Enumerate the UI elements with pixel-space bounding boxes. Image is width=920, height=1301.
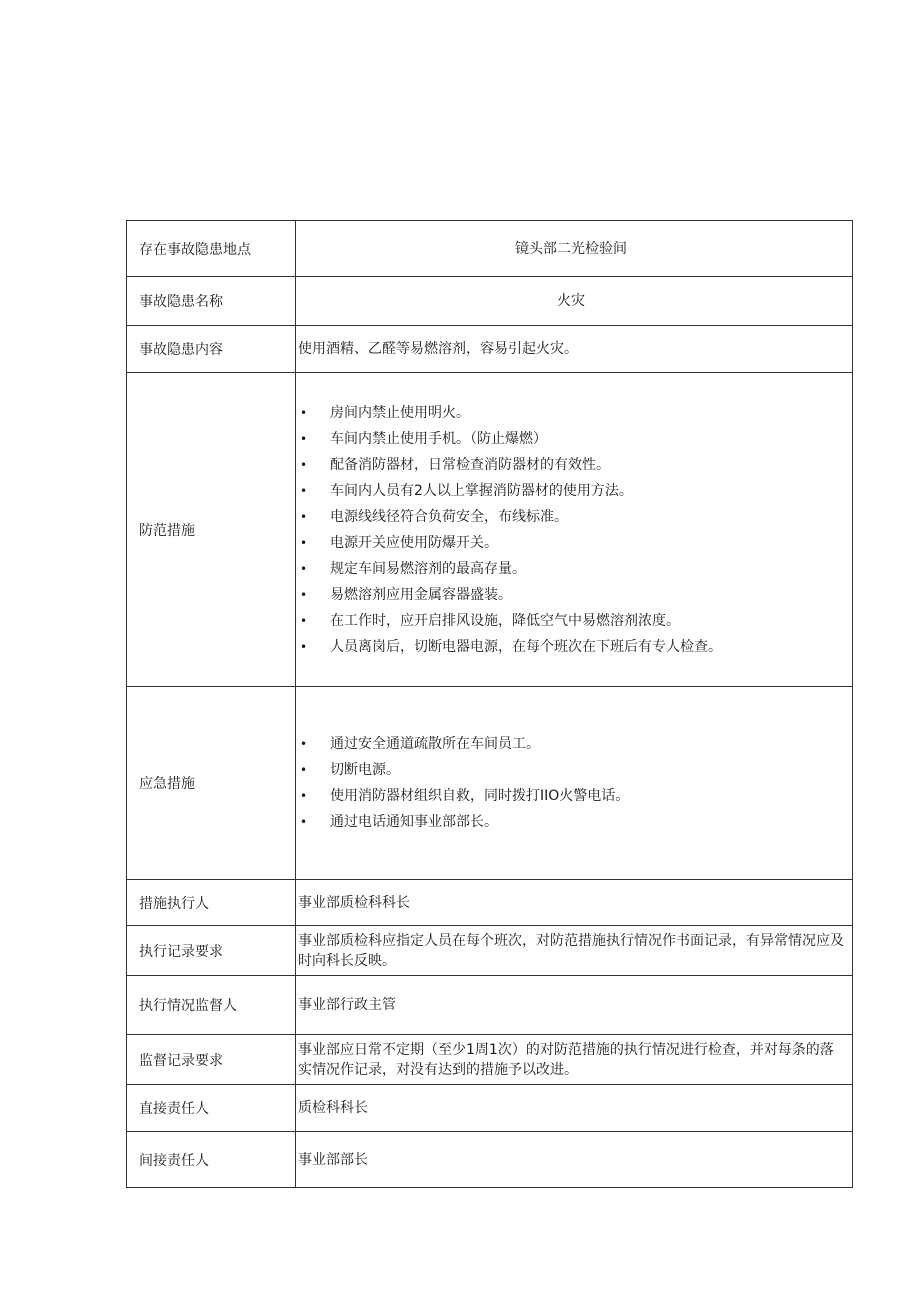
list-item xyxy=(298,504,846,530)
emergency-item: 通过安全通道疏散所在车间员工。 xyxy=(330,736,540,752)
row-supervise-record xyxy=(127,1035,853,1085)
row-prevention xyxy=(127,373,853,687)
prevention-item: 规定车间易燃溶剂的最高存量。 xyxy=(330,560,526,577)
prevention-item: 配备消防器材，日常检查消防器材的有效性。 xyxy=(330,456,610,473)
prevention-item: 人员离岗后，切断电器电源，在每个班次在下班后有专人检查。 xyxy=(330,638,722,655)
row-emergency xyxy=(127,687,853,880)
list-item xyxy=(298,809,846,835)
prevention-item: 在工作时，应开启排风设施，降低空气中易燃溶剂浓度。 xyxy=(330,612,680,629)
list-item xyxy=(298,608,846,634)
bullet-icon: • xyxy=(300,587,308,602)
emergency-cell xyxy=(296,687,853,880)
bullet-icon: • xyxy=(300,405,308,420)
prevention-item: 易燃溶剂应用金属容器盛装。 xyxy=(330,586,512,603)
hazard-name-value: 火灾 xyxy=(296,277,853,326)
hazard-table xyxy=(126,220,853,1188)
supervisor-label: 执行情况监督人 xyxy=(127,976,296,1035)
emergency-list xyxy=(298,731,846,835)
indirect-label: 间接责任人 xyxy=(127,1132,296,1188)
emergency-item: 通过电话通知事业部部长。 xyxy=(330,814,498,830)
emergency-item: 切断电源。 xyxy=(330,762,400,778)
bullet-icon: • xyxy=(300,613,308,628)
row-location xyxy=(127,221,853,277)
list-item xyxy=(298,731,846,757)
direct-value: 质检科科长 xyxy=(296,1085,853,1132)
bullet-icon: • xyxy=(300,457,308,472)
bullet-icon: • xyxy=(300,789,308,803)
exec-record-value: 事业部质检科应指定人员在每个班次，对防范措施执行情况作书面记录，有异常情况应及时向科长反映。 xyxy=(296,926,853,976)
bullet-icon: • xyxy=(300,509,308,524)
supervise-record-label: 监督记录要求 xyxy=(127,1035,296,1085)
hazard-content-value: 使用酒精、乙醛等易燃溶剂，容易引起火灾。 xyxy=(296,326,853,373)
list-item xyxy=(298,400,846,426)
bullet-icon: • xyxy=(300,483,308,498)
row-exec-record xyxy=(127,926,853,976)
supervisor-value: 事业部行政主管 xyxy=(296,976,853,1035)
list-item xyxy=(298,582,846,608)
bullet-icon: • xyxy=(300,561,308,576)
bullet-icon: • xyxy=(300,639,308,654)
bullet-icon: • xyxy=(300,535,308,550)
executor-label: 措施执行人 xyxy=(127,880,296,926)
emergency-label: 应急措施 xyxy=(127,687,296,880)
prevention-item: 电源开关应使用防爆开关。 xyxy=(330,534,498,551)
hazard-content-label: 事故隐患内容 xyxy=(127,326,296,373)
prevention-item: 车间内禁止使用手机。（防止爆燃） xyxy=(330,430,547,447)
list-item xyxy=(298,757,846,783)
direct-label: 直接责任人 xyxy=(127,1085,296,1132)
bullet-icon: • xyxy=(300,431,308,446)
row-indirect xyxy=(127,1132,853,1188)
list-item xyxy=(298,452,846,478)
list-item xyxy=(298,426,846,452)
bullet-icon: • xyxy=(300,763,308,777)
list-item xyxy=(298,556,846,582)
prevention-cell xyxy=(296,373,853,687)
row-hazard-content xyxy=(127,326,853,373)
row-supervisor xyxy=(127,976,853,1035)
executor-value: 事业部质检科科长 xyxy=(296,880,853,926)
prevention-item: 电源线线径符合负荷安全，布线标准。 xyxy=(330,508,568,525)
list-item xyxy=(298,783,846,809)
prevention-label: 防范措施 xyxy=(127,373,296,687)
prevention-item: 房间内禁止使用明火。 xyxy=(330,404,470,421)
row-direct xyxy=(127,1085,853,1132)
exec-record-label: 执行记录要求 xyxy=(127,926,296,976)
supervise-record-value: 事业部应日常不定期（至少1周1次）的对防范措施的执行情况进行检查，并对每条的落实情况作记录，对没有达到的措施予以改进。 xyxy=(296,1035,853,1085)
location-value: 镜头部二光检验间 xyxy=(296,221,853,277)
list-item xyxy=(298,634,846,660)
bullet-icon: • xyxy=(300,815,308,829)
list-item xyxy=(298,530,846,556)
indirect-value: 事业部部长 xyxy=(296,1132,853,1188)
row-hazard-name xyxy=(127,277,853,326)
row-executor xyxy=(127,880,853,926)
hazard-name-label: 事故隐患名称 xyxy=(127,277,296,326)
prevention-item: 车间内人员有2人以上掌握消防器材的使用方法。 xyxy=(330,482,633,499)
emergency-item: 使用消防器材组织自救，同时拨打IIO火警电话。 xyxy=(330,788,630,804)
prevention-list xyxy=(298,400,846,660)
bullet-icon: • xyxy=(300,737,308,751)
list-item xyxy=(298,478,846,504)
location-label: 存在事故隐患地点 xyxy=(127,221,296,277)
